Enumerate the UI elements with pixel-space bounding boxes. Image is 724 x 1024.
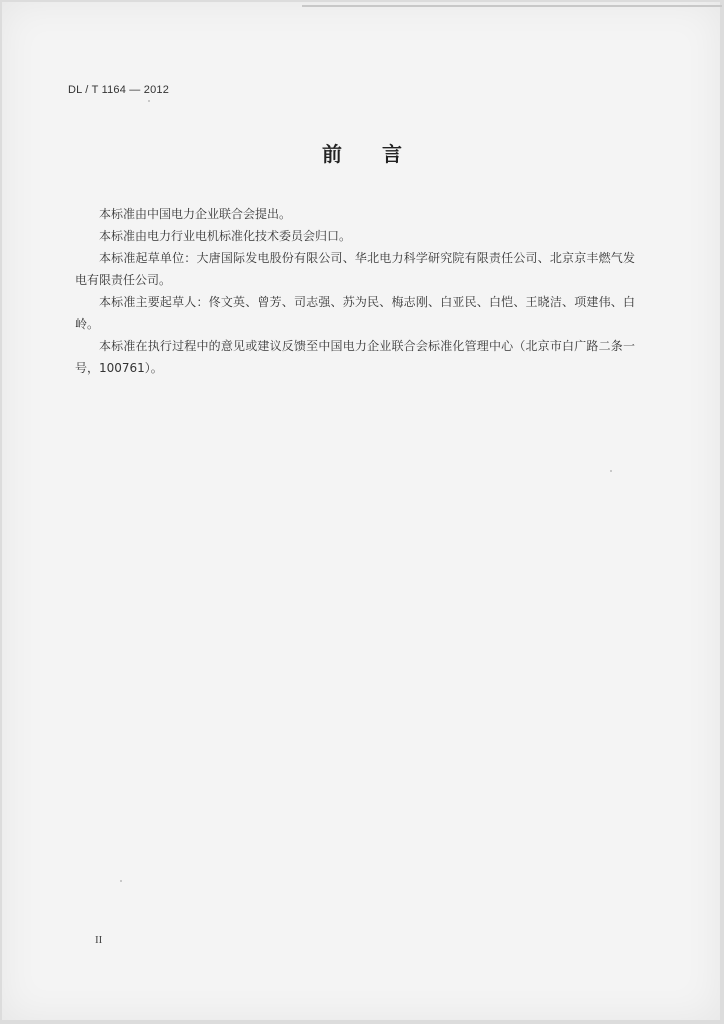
scan-speck: [120, 880, 122, 882]
paragraph-committee: 本标准由电力行业电机标准化技术委员会归口。: [99, 229, 352, 243]
paragraph-drafters: 本标准主要起草人：佟文英、曾芳、司志强、苏为民、梅志刚、白亚民、白恺、王晓洁、项建伟、白岭。: [75, 295, 635, 331]
scan-speck: [610, 470, 612, 472]
scan-speck: [148, 100, 150, 102]
page-number: II: [95, 934, 103, 946]
paragraph-drafting-units: 本标准起草单位：大唐国际发电股份有限公司、华北电力科学研究院有限责任公司、北京京丰燃气发电有限责任公司。: [75, 251, 635, 287]
page-title: 前言: [322, 142, 442, 166]
paragraph-feedback: 本标准在执行过程中的意见或建议反馈至中国电力企业联合会标准化管理中心（北京市白广路二条一号，100761）。: [75, 339, 635, 375]
foreword-body: [75, 203, 635, 379]
standard-code: DL / T 1164 — 2012: [68, 84, 170, 96]
scan-edge: [302, 5, 722, 7]
paragraph-proposer: 本标准由中国电力企业联合会提出。: [99, 207, 292, 221]
